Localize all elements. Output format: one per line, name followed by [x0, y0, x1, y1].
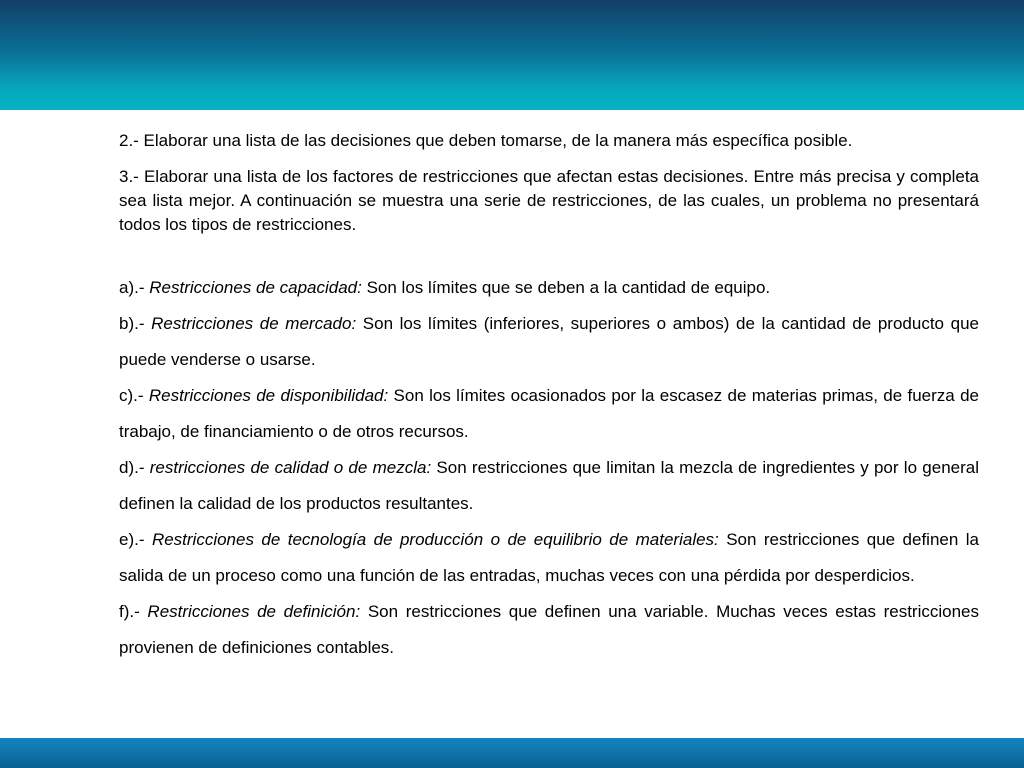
paragraph-step-2: 2.- Elaborar una lista de las decisiones que deben tomarse, de la manera más específica posible. [119, 131, 853, 150]
item-text: Son los límites (inferiores, superiores o ambos) de la cantidad de producto que puede venderse o usarse. [119, 314, 979, 369]
item-text: Son restricciones que definen la salida de un proceso como una función de las entradas, muchas veces con una pérdida por desperdicios. [119, 530, 979, 585]
item-prefix: b).- [119, 314, 152, 333]
item-term: Restricciones de definición: [147, 602, 361, 621]
item-text: Son los límites que se deben a la cantidad de equipo. [361, 278, 771, 297]
list-item-definicion [119, 594, 979, 666]
item-prefix: c).- [119, 386, 149, 405]
list-item-capacidad [119, 270, 979, 306]
item-term: Restricciones de disponibilidad: [148, 386, 389, 405]
item-prefix: f).- [119, 602, 148, 621]
list-item-calidad [119, 450, 979, 522]
list-item-mercado [119, 306, 979, 378]
footer-band [0, 738, 1024, 768]
item-prefix: e).- [119, 530, 152, 549]
item-term: restricciones de calidad o de mezcla: [149, 458, 432, 477]
item-term: Restricciones de tecnología de producción o de equilibrio de materiales: [151, 530, 719, 549]
slide-content [119, 129, 979, 666]
item-text: Son restricciones que limitan la mezcla de ingredientes y por lo general definen la calidad de los productos resultantes. [119, 458, 979, 513]
item-text: Son los límites ocasionados por la escasez de materias primas, de fuerza de trabajo, de financiamiento o de otros recursos. [119, 386, 979, 441]
paragraph-step-3: 3.- Elaborar una lista de los factores de restricciones que afectan estas decisiones. Entre más precisa y completa sea lista mejor. A continuación se muestra una serie de restricciones, de las cuales, un problema no presentará todos los tipos de restricciones. [119, 167, 979, 234]
item-prefix: a).- [119, 278, 150, 297]
restrictions-list [119, 270, 979, 666]
item-term: Restricciones de capacidad: [149, 278, 362, 297]
item-text: Son restricciones que definen una variable. Muchas veces estas restricciones provienen de definiciones contables. [119, 602, 979, 657]
item-term: Restricciones de mercado: [151, 314, 357, 333]
item-prefix: d).- [119, 458, 150, 477]
list-item-disponibilidad [119, 378, 979, 450]
list-item-tecnologia [119, 522, 979, 594]
header-band [0, 0, 1024, 110]
